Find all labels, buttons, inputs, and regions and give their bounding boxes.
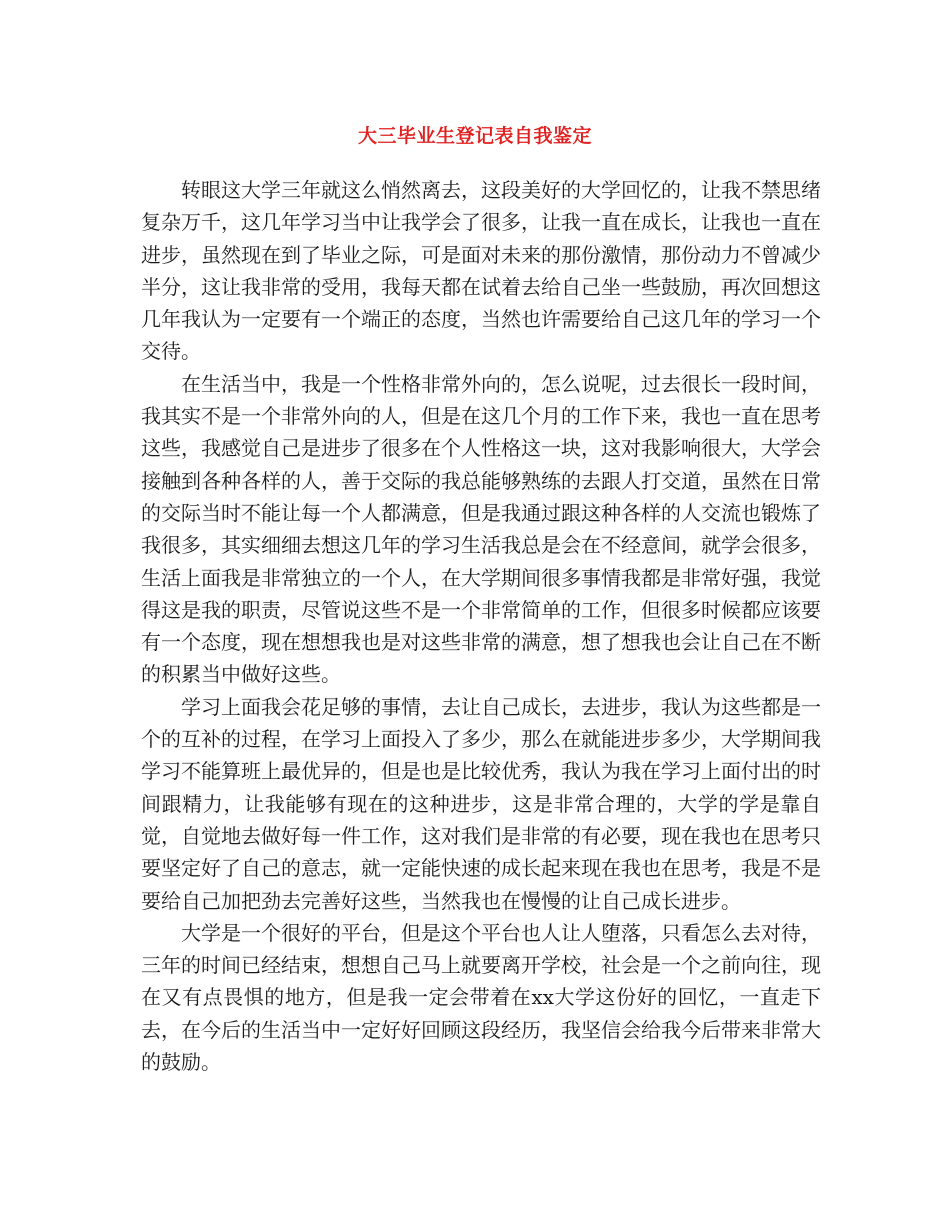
- paragraph-1: 转眼这大学三年就这么悄然离去，这段美好的大学回忆的，让我不禁思绪复杂万千，这几年学习当中让我学会了很多，让我一直在成长，让我也一直在进步，虽然现在到了毕业之际，可是面对未来的那份激情，那份动力不曾减少半分，这让我非常的受用，我每天都在试着去给自己坐一些鼓励，再次回想这几年我认为一定要有一个端正的态度，当然也许需要给自己这几年的学习一个交待。: [141, 178, 821, 364]
- paragraph-2: 在生活当中，我是一个性格非常外向的，怎么说呢，过去很长一段时间，我其实不是一个非常外向的人，但是在这几个月的工作下来，我也一直在思考这些，我感觉自己是进步了很多在个人性格这一块，这对我影响很大，大学会接触到各种各样的人，善于交际的我总能够熟练的去跟人打交道，虽然在日常的交际当时不能让每一个人都满意，但是我通过跟这种各样的人交流也锻炼了我很多，其实细细去想这几年的学习生活我总是会在不经意间，就学会很多，生活上面我是非常独立的一个人，在大学期间很多事情我都是非常好强，我觉得这是我的职责，尽管说这些不是一个非常简单的工作，但很多时候都应该要有一个态度，现在想想我也是对这些非常的满意，想了想我也会让自己在不断的积累当中做好这些。: [141, 371, 821, 687]
- document-body: [141, 174, 821, 1078]
- paragraph-4: 大学是一个很好的平台，但是这个平台也人让人堕落，只看怎么去对待，三年的时间已经结束，想想自己马上就要离开学校，社会是一个之前向往，现在又有点畏惧的地方，但是我一定会带着在xx大学这份好的回忆，一直走下去，在今后的生活当中一定好好回顾这段经历，我坚信会给我今后带来非常大的鼓励。: [141, 920, 821, 1075]
- paragraph-3: 学习上面我会花足够的事情，去让自己成长，去进步，我认为这些都是一个的互补的过程，在学习上面投入了多少，那么在就能进步多少，大学期间我学习不能算班上最优异的，但是也是比较优秀，我认为我在学习上面付出的时间跟精力，让我能够有现在的这种进步，这是非常合理的，大学的学是靠自觉，自觉地去做好每一件工作，这对我们是非常的有必要，现在我也在思考只要坚定好了自己的意志，就一定能快速的成长起来现在我也在思考，我是不是要给自己加把劲去完善好这些，当然我也在慢慢的让自己成长进步。: [141, 694, 821, 913]
- document-title: 大三毕业生登记表自我鉴定: [357, 125, 592, 147]
